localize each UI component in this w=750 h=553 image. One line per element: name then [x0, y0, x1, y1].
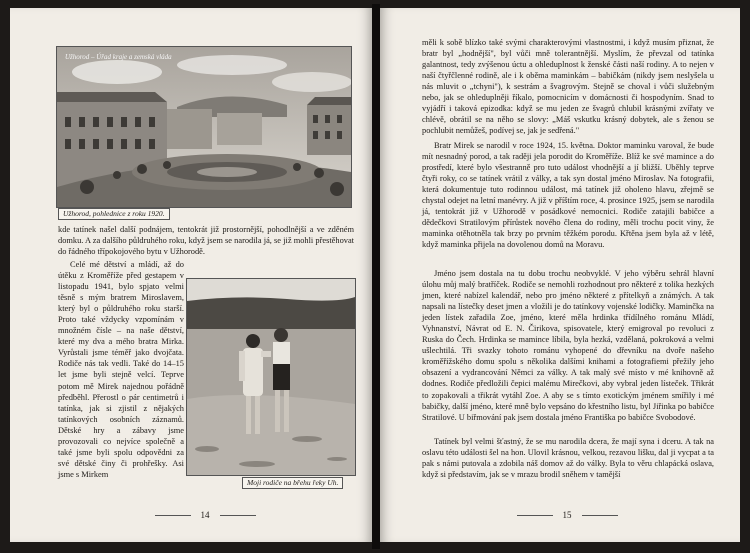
- photo-uzhorod-postcard: [56, 46, 352, 208]
- photo-caption-parents: Moji rodiče na břehu řeky Uh.: [242, 477, 343, 489]
- right-paragraph-1: měli k sobě blízko také svými charakterovými vlastnostmi, i když musím přiznat, že bratr byl „hodnější", byl vůči mně tolerantnější. Myslím, že převzal od tatínka galantnost, tedy zvýšenou úctu a ohleduplnost k ženské části naší rodiny. A to nejen v naší čtyřčlenné rodině, ale i k oběma maminkám – babičkám (nikdy jsem neslyšela u nás mluvit o „tchyni"), k sestrám a švagrovým. Stejně se choval i vůči služebným nebo, jak se ohleduplněji říkalo, pomocnicím v domácnosti či hospodyním. Snad to vyjádří i taková epizodka: když se mu jeden ze švagrů chlubil krásnými zvířaty ve chlévě, obrátil se na něho se slovy: „Máš vskutku krásný dobytek, ale s ženou se pochlubit nemůžeš, podívej se, jak je sedřená.": [422, 38, 714, 136]
- photo-caption-uzhorod: Užhorod, pohlednice z roku 1920.: [58, 208, 170, 220]
- parents-image: [187, 279, 355, 475]
- left-page: [10, 8, 372, 542]
- page-number-left: [140, 510, 270, 520]
- right-page: [380, 8, 740, 542]
- folio-rule: [582, 515, 618, 516]
- page-number-right: [502, 510, 632, 520]
- page-number-14: 14: [200, 510, 210, 520]
- photo-parents-riverbank: [186, 278, 356, 476]
- book-spine: [372, 4, 380, 549]
- left-paragraph-1: kde tatínek našel další podnájem, tentokrát již prostornější, pohodlnější a ve zděném domku. A za dalšího půldruhého roku, když jsem se narodila já, se již mohli přestěhovat do řádného třípokojového bytu v Užhorodě.: [58, 225, 354, 257]
- folio-rule: [517, 515, 553, 516]
- folio-rule: [155, 515, 191, 516]
- left-paragraph-2: Celé mé dětství a mládí, až do útěku z Kroměříže před gestapem v listopadu 1941, bylo spjato velmi těsně s mým bratrem Miroslavem, který byl o půldruhého roku starší. Proto také vždycky vzpomínám v množném čísle – na naše dětství, které my dva a mého bratra Mirka. Vyrůstali jsme téměř jako dvojčata. Rodiče nás tak vedli. Také do 14–15 let jsme byli stejně velcí. Teprve potom mě Mirek najednou pořádně předběhl. Přerostl o pár centimetrů i tatínka, jak si zjistil z nějakých tatínkových osobních záznamů. Dětské hry a zábavy jsme provozovali co nejvíce společně a také jsme byli spolu odpovědni za své dětské činy či prohřešky. Asi jsme s Mirkem: [58, 260, 184, 479]
- postcard-inset-text: Užhorod – Úřad kraje a zemská vláda: [65, 53, 172, 61]
- postcard-image: [57, 47, 351, 207]
- right-paragraph-2: Bratr Mirek se narodil v roce 1924, 15. května. Doktor maminku varoval, že bude mít nesnadný porod, a tak raději jela porodit do Kroměříže. Blíž ke své mamince a do prostředí, které bylo všestranně pro tuto událost vhodnější a jí bližší. Uběhly teprve čtyři roky, co se tatínek vrátil z války, a tak syn dostal jméno Miroslav. Na fotografii, která dokumentuje tuto rodinnou událost, má tatínek již oholeno hlavu, zřejmě se chystal odejet na letní manévry. A již v příštím roce, 4. prosince 1925, jsem se narodila já, tentokrát již v Užhorodě v posádkové nemocnici. Rodiče zatajili babičce a dědečkovi Stratilovým přírůstek nového člena do rodiny, měli trochu pocit viny, že maminka otěhotněla tak brzy po prvním těžkém porodu. Křtěna jsem byla až v létě, když maminka přijela na dovolenou domů na Moravu.: [422, 141, 714, 250]
- page-number-15: 15: [562, 510, 572, 520]
- right-paragraph-3: Jméno jsem dostala na tu dobu trochu neobvyklé. V jeho výběru sehrál hlavní úlohu můj malý bratříček. Rodiče se nemohli rozhodnout pro některé z tolika hezkých jmen, které nabízel kalendář, nebo pro jméno některé z přítelkyň a známých. A tak napsali na lístečky deset jmen a vložili je do tatínkovy vojenské lodičky. Maminčka na jeden lístek zařadila Zoe, jméno, které měla hrdinka třídílného románu Mládí, Vyhnanství, Návrat od E. N. Čirikova, spisovatele, který emigroval po revoluci z Ruska do Čech. Hrdinka se mamince líbila, byla hezká, vzdělaná, pokroková a velmi ušlechtilá. Tři svazky tohoto románu vyhoреné do dřevníku na dvoře našeho kroměřížského domu spolu s několika dalšími knihami a fotografiemi přežily jeho obsazení a vydrancování Němci za války. A tak malý své místo v mé knihovně až dodnes. Rodiče předložili čepici malému Mirečkovi, aby vybral jeden lísteček. Třikrát to zopakovali a třikrát vytáhl Zoe. A aby se s tímto exotickým jménem smířily i mé babičky, další jméno, které mně bylo vepsáno do křestního listu, byl Jiřinka po babičce Stratilové. U biřmování pak jsem dostala jméno Františka po babičce Svobodové.: [422, 269, 714, 422]
- right-paragraph-4: Tatínek byl velmi šťastný, že se mu narodila dcera, že mají syna i dceru. A tak na oslavu této události šel na hon. Ulovil krásnou, velkou, rezavou lišku, dal ji vycpat a ta pak s námi putovala a zdobila náš domov až do války. Byla to věru chlapácká oslava, když si představím, jak se v mrazu brodil sněhem v tamější: [422, 437, 714, 480]
- folio-rule: [220, 515, 256, 516]
